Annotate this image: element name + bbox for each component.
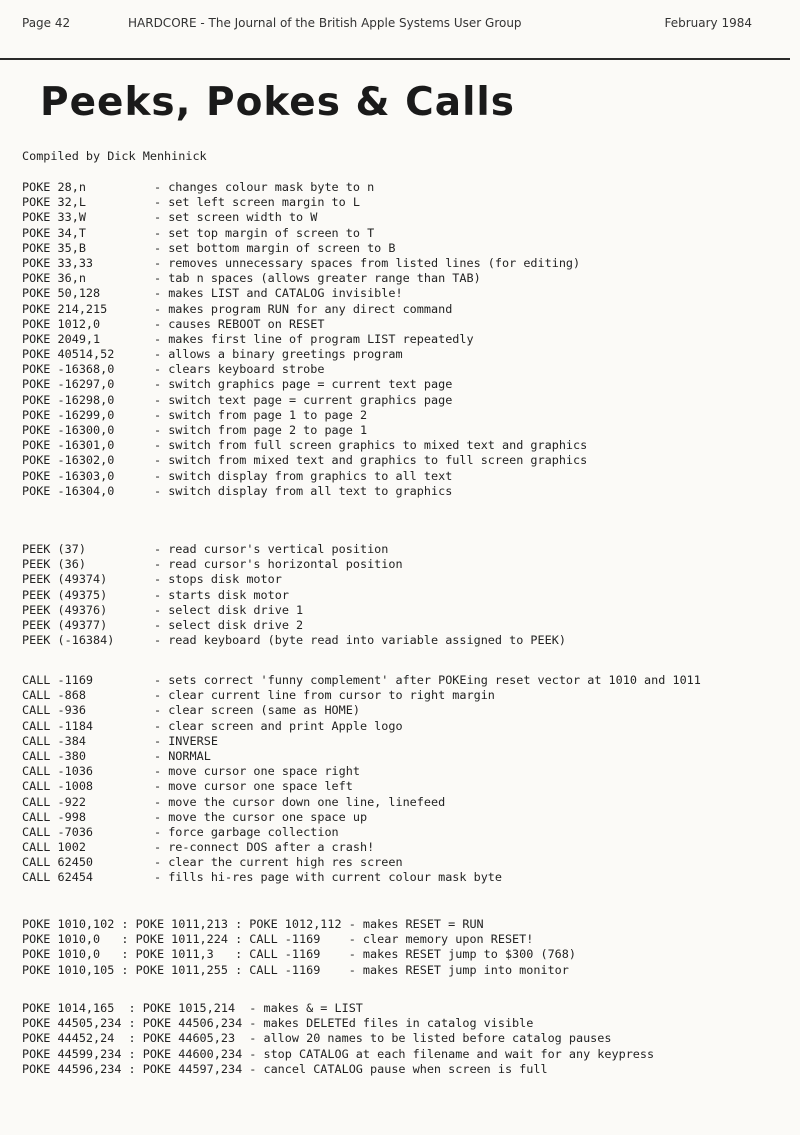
command-text: POKE -16298,0 [22,392,115,407]
command-text: POKE -16302,0 [22,453,115,468]
command-description: - move the cursor down one line, linefeed [154,794,446,809]
command-text: POKE -16300,0 [22,423,115,437]
listing-row [22,271,587,286]
listing-row [22,779,701,794]
listing-row [22,317,587,332]
listing-row [22,195,587,210]
calls-section [22,673,701,886]
command-text: CALL -384 [22,733,86,748]
listing-line: POKE 1010,0 : POKE 1011,224 : CALL -1169 - clear memory upon RESET! [22,932,534,947]
page-number: Page 42 [22,16,71,30]
command-text: POKE 50,128 [22,286,101,301]
command-description: - allows a binary greetings program [154,347,403,362]
listing-row [22,855,701,870]
listing-row [22,688,701,703]
reset-vector-section [22,917,576,978]
listing-line: POKE 1010,102 : POKE 1011,213 : POKE 1012,112 - makes RESET = RUN [22,917,484,931]
byline: Compiled by Dick Menhinick [22,149,207,163]
command-description: - switch display from graphics to all text [154,468,453,483]
listing-row [22,393,587,408]
command-text: POKE 28,n [22,180,86,194]
command-text: PEEK (49375) [22,587,108,602]
listing-row [22,453,587,468]
command-text: POKE 214,215 [22,301,108,316]
listing-row [22,764,701,779]
command-description: - force garbage collection [154,824,339,839]
command-description: - makes LIST and CATALOG invisible! [154,286,403,301]
listing-row [22,241,587,256]
listing-row [22,423,587,438]
command-description: - switch graphics page = current text page [154,377,453,392]
command-text: PEEK (49376) [22,602,108,617]
listing-row [22,332,587,347]
listing-row [22,588,566,603]
command-description: - switch from mixed text and graphics to full screen graphics [154,453,588,468]
command-description: - sets correct 'funny complement' after POKEing reset vector at 1010 and 1011 [154,673,701,687]
listing-row [22,840,701,855]
page-header [22,16,770,36]
command-description: - INVERSE [154,733,218,748]
listing-line: POKE 44596,234 : POKE 44597,234 - cancel CATALOG pause when screen is full [22,1061,548,1076]
command-text: CALL -380 [22,748,86,763]
command-text: POKE 36,n [22,271,86,286]
command-text: POKE 34,T [22,225,86,240]
command-description: - makes program RUN for any direct command [154,301,453,316]
listing-row [22,362,587,377]
listing-row [22,286,587,301]
article-title: Peeks, Pokes & Calls [40,80,516,125]
command-text: POKE 33,33 [22,255,94,270]
command-description: - switch from full screen graphics to mixed text and graphics [154,438,588,453]
listing-line: POKE 44599,234 : POKE 44600,234 - stop CATALOG at each filename and wait for any keypress [22,1046,655,1061]
issue-date: February 1984 [664,16,752,30]
listing-row [22,719,701,734]
listing-row [22,870,701,885]
pokes-section [22,180,587,499]
command-text: CALL -998 [22,809,86,824]
listing-row [22,210,587,225]
command-text: POKE -16304,0 [22,483,115,498]
command-text: CALL -1169 [22,673,94,687]
listing-line: POKE 1014,165 : POKE 1015,214 - makes & = LIST [22,1001,363,1015]
listing-row [22,302,587,317]
listing-row [22,484,587,499]
command-description: - makes first line of program LIST repeatedly [154,331,474,346]
command-description: - move the cursor one space up [154,809,368,824]
catalog-section [22,1001,654,1077]
command-text: PEEK (37) [22,542,86,556]
command-description: - clear screen (same as HOME) [154,703,360,718]
peeks-section [22,542,566,648]
listing-row [22,377,587,392]
listing-row [22,703,701,718]
command-text: POKE 32,L [22,195,86,210]
command-description: - changes colour mask byte to n [154,180,375,194]
listing-row [22,180,587,195]
command-description: - switch display from all text to graphics [154,483,453,498]
command-text: CALL -7036 [22,824,94,839]
command-text: POKE -16368,0 [22,362,115,377]
listing-row [22,749,701,764]
command-text: POKE -16301,0 [22,438,115,453]
listing-row [22,603,566,618]
header-rule [0,58,790,60]
listing-row [22,438,587,453]
command-description: - select disk drive 1 [154,602,304,617]
command-text: CALL -1036 [22,764,94,779]
command-description: - re-connect DOS after a crash! [154,840,375,855]
command-text: PEEK (49374) [22,572,108,587]
command-description: - read cursor's horizontal position [154,557,403,572]
listing-row [22,347,587,362]
command-text: POKE 33,W [22,210,86,225]
command-description: - fills hi-res page with current colour mask byte [154,870,503,885]
listing-line: POKE 1010,0 : POKE 1011,3 : CALL -1169 - makes RESET jump to $300 (768) [22,947,576,962]
command-description: - clears keyboard strobe [154,362,325,377]
command-text: POKE 35,B [22,240,86,255]
command-text: CALL -868 [22,688,86,703]
command-description: - stops disk motor [154,572,282,587]
command-description: - move cursor one space left [154,779,353,794]
command-text: PEEK (36) [22,557,86,572]
command-description: - clear the current high res screen [154,855,403,870]
listing-line: POKE 1010,105 : POKE 1011,255 : CALL -1169 - makes RESET jump into monitor [22,962,569,977]
command-description: - NORMAL [154,748,211,763]
listing-row [22,810,701,825]
listing-row [22,673,701,688]
command-description: - read cursor's vertical position [154,542,389,556]
command-description: - causes REBOOT on RESET [154,316,325,331]
listing-row [22,825,701,840]
listing-row [22,557,566,572]
command-description: - switch from page 1 to page 2 [154,407,368,422]
listing-line: POKE 44452,24 : POKE 44605,23 - allow 20 names to be listed before catalog pauses [22,1031,612,1046]
command-text: POKE 1012,0 [22,316,101,331]
listing-row [22,633,566,648]
listing-row [22,542,566,557]
command-description: - removes unnecessary spaces from listed lines (for editing) [154,255,581,270]
command-text: PEEK (49377) [22,617,108,632]
command-text: POKE -16297,0 [22,377,115,392]
command-description: - switch from page 2 to page 1 [154,423,368,437]
journal-title: HARDCORE - The Journal of the British Apple Systems User Group [128,16,522,30]
listing-row [22,734,701,749]
command-description: - set top margin of screen to T [154,225,375,240]
command-text: PEEK (-16384) [22,633,115,648]
listing-row [22,226,587,241]
command-description: - clear current line from cursor to right margin [154,688,495,703]
command-text: CALL -1184 [22,718,94,733]
command-text: CALL 1002 [22,840,86,855]
command-text: POKE 40514,52 [22,347,115,362]
command-text: CALL -922 [22,794,86,809]
command-text: POKE -16303,0 [22,468,115,483]
listing-row [22,469,587,484]
command-text: CALL -936 [22,703,86,718]
listing-row [22,795,701,810]
command-description: - read keyboard (byte read into variable assigned to PEEK) [154,633,566,648]
command-description: - set bottom margin of screen to B [154,240,396,255]
command-description: - move cursor one space right [154,764,360,779]
command-description: - clear screen and print Apple logo [154,718,403,733]
command-description: - tab n spaces (allows greater range than TAB) [154,271,481,286]
command-description: - starts disk motor [154,587,289,602]
command-text: CALL 62450 [22,855,94,870]
command-text: CALL 62454 [22,870,94,885]
command-description: - set left screen margin to L [154,195,360,210]
command-text: POKE 2049,1 [22,331,101,346]
command-description: - select disk drive 2 [154,617,304,632]
listing-line: POKE 44505,234 : POKE 44506,234 - makes DELETEd files in catalog visible [22,1016,534,1031]
command-description: - set screen width to W [154,210,318,225]
command-description: - switch text page = current graphics page [154,392,453,407]
command-text: POKE -16299,0 [22,407,115,422]
listing-row [22,408,587,423]
listing-row [22,618,566,633]
listing-row [22,572,566,587]
listing-row [22,256,587,271]
command-text: CALL -1008 [22,779,94,794]
